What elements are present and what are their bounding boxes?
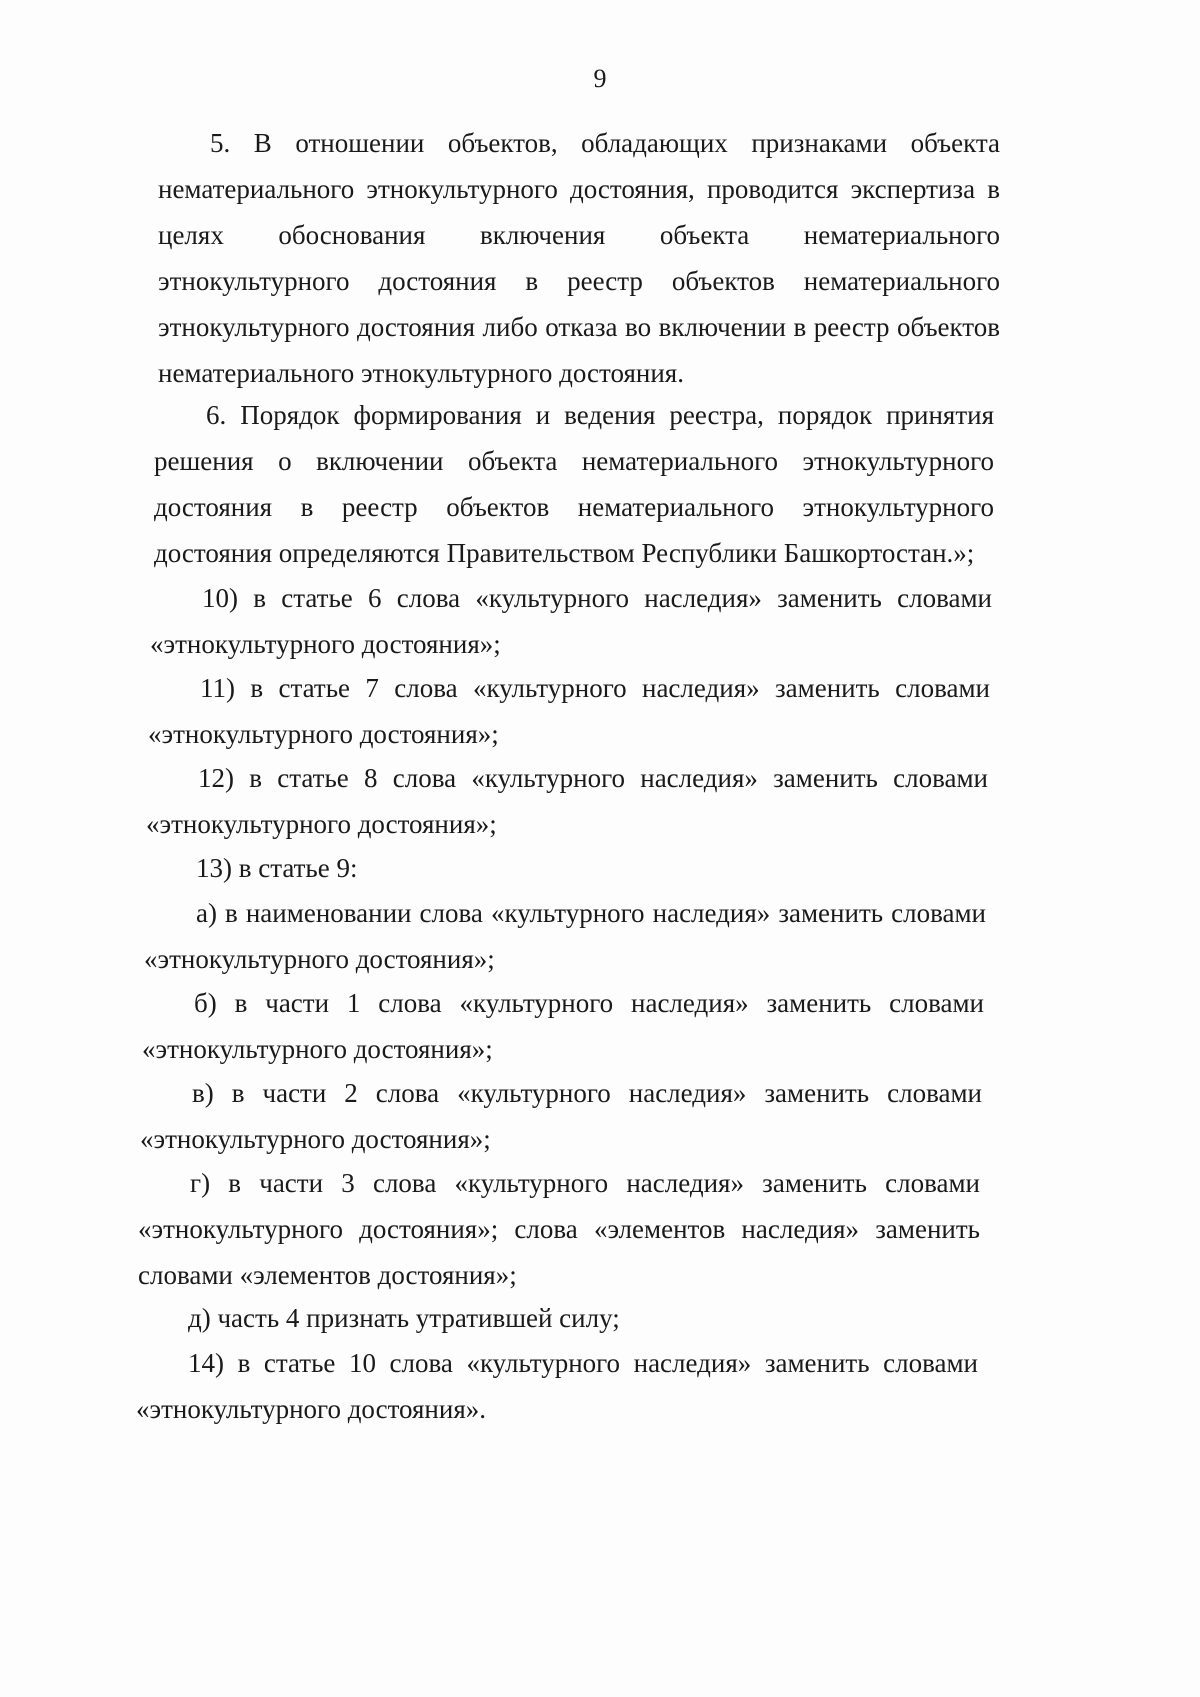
- paragraph-6: 6. Порядок формирования и ведения реестра, порядок принятия решения о включении объекта нематериального этнокультурного достояния в реестр объектов нематериального этнокультурного достояния определяются Правительством Республики Башкортостан.»;: [154, 400, 994, 568]
- paragraph-item-14: 14) в статье 10 слова «культурного наследия» заменить словами «этнокультурного достояния».: [136, 1348, 978, 1424]
- paragraph-item-13v: в) в части 2 слова «культурного наследия» заменить словами «этнокультурного достояния»;: [140, 1078, 982, 1154]
- paragraph-item-13: 13) в статье 9:: [196, 853, 358, 883]
- paragraph-item-13d: д) часть 4 признать утратившей силу;: [188, 1303, 620, 1333]
- paragraph-item-10: 10) в статье 6 слова «культурного наследия» заменить словами «этнокультурного достояния»;: [150, 583, 992, 659]
- paragraph-item-13a: а) в наименовании слова «культурного наследия» заменить словами «этнокультурного достояния»;: [144, 898, 986, 974]
- paragraph-5: 5. В отношении объектов, обладающих признаками объекта нематериального этнокультурного достояния, проводится экспертиза в целях обоснования включения объекта нематериального этнокультурного достояния в реестр объектов нематериального этнокультурного достояния либо отказа во включении в реестр объектов нематериального этнокультурного достояния.: [158, 128, 1000, 388]
- document-body: [0, 120, 1200, 1680]
- paragraph-item-12: 12) в статье 8 слова «культурного наследия» заменить словами «этнокультурного достояния»;: [146, 763, 988, 839]
- paragraph-item-13g: г) в части 3 слова «культурного наследия» заменить словами «этнокультурного достояния»; слова «элементов наследия» заменить словами «элементов достояния»;: [138, 1168, 980, 1290]
- paragraph-item-13b: б) в части 1 слова «культурного наследия» заменить словами «этнокультурного достояния»;: [142, 988, 984, 1064]
- page-number: 9: [593, 64, 607, 93]
- paragraph-item-11: 11) в статье 7 слова «культурного наследия» заменить словами «этнокультурного достояния»;: [148, 673, 990, 749]
